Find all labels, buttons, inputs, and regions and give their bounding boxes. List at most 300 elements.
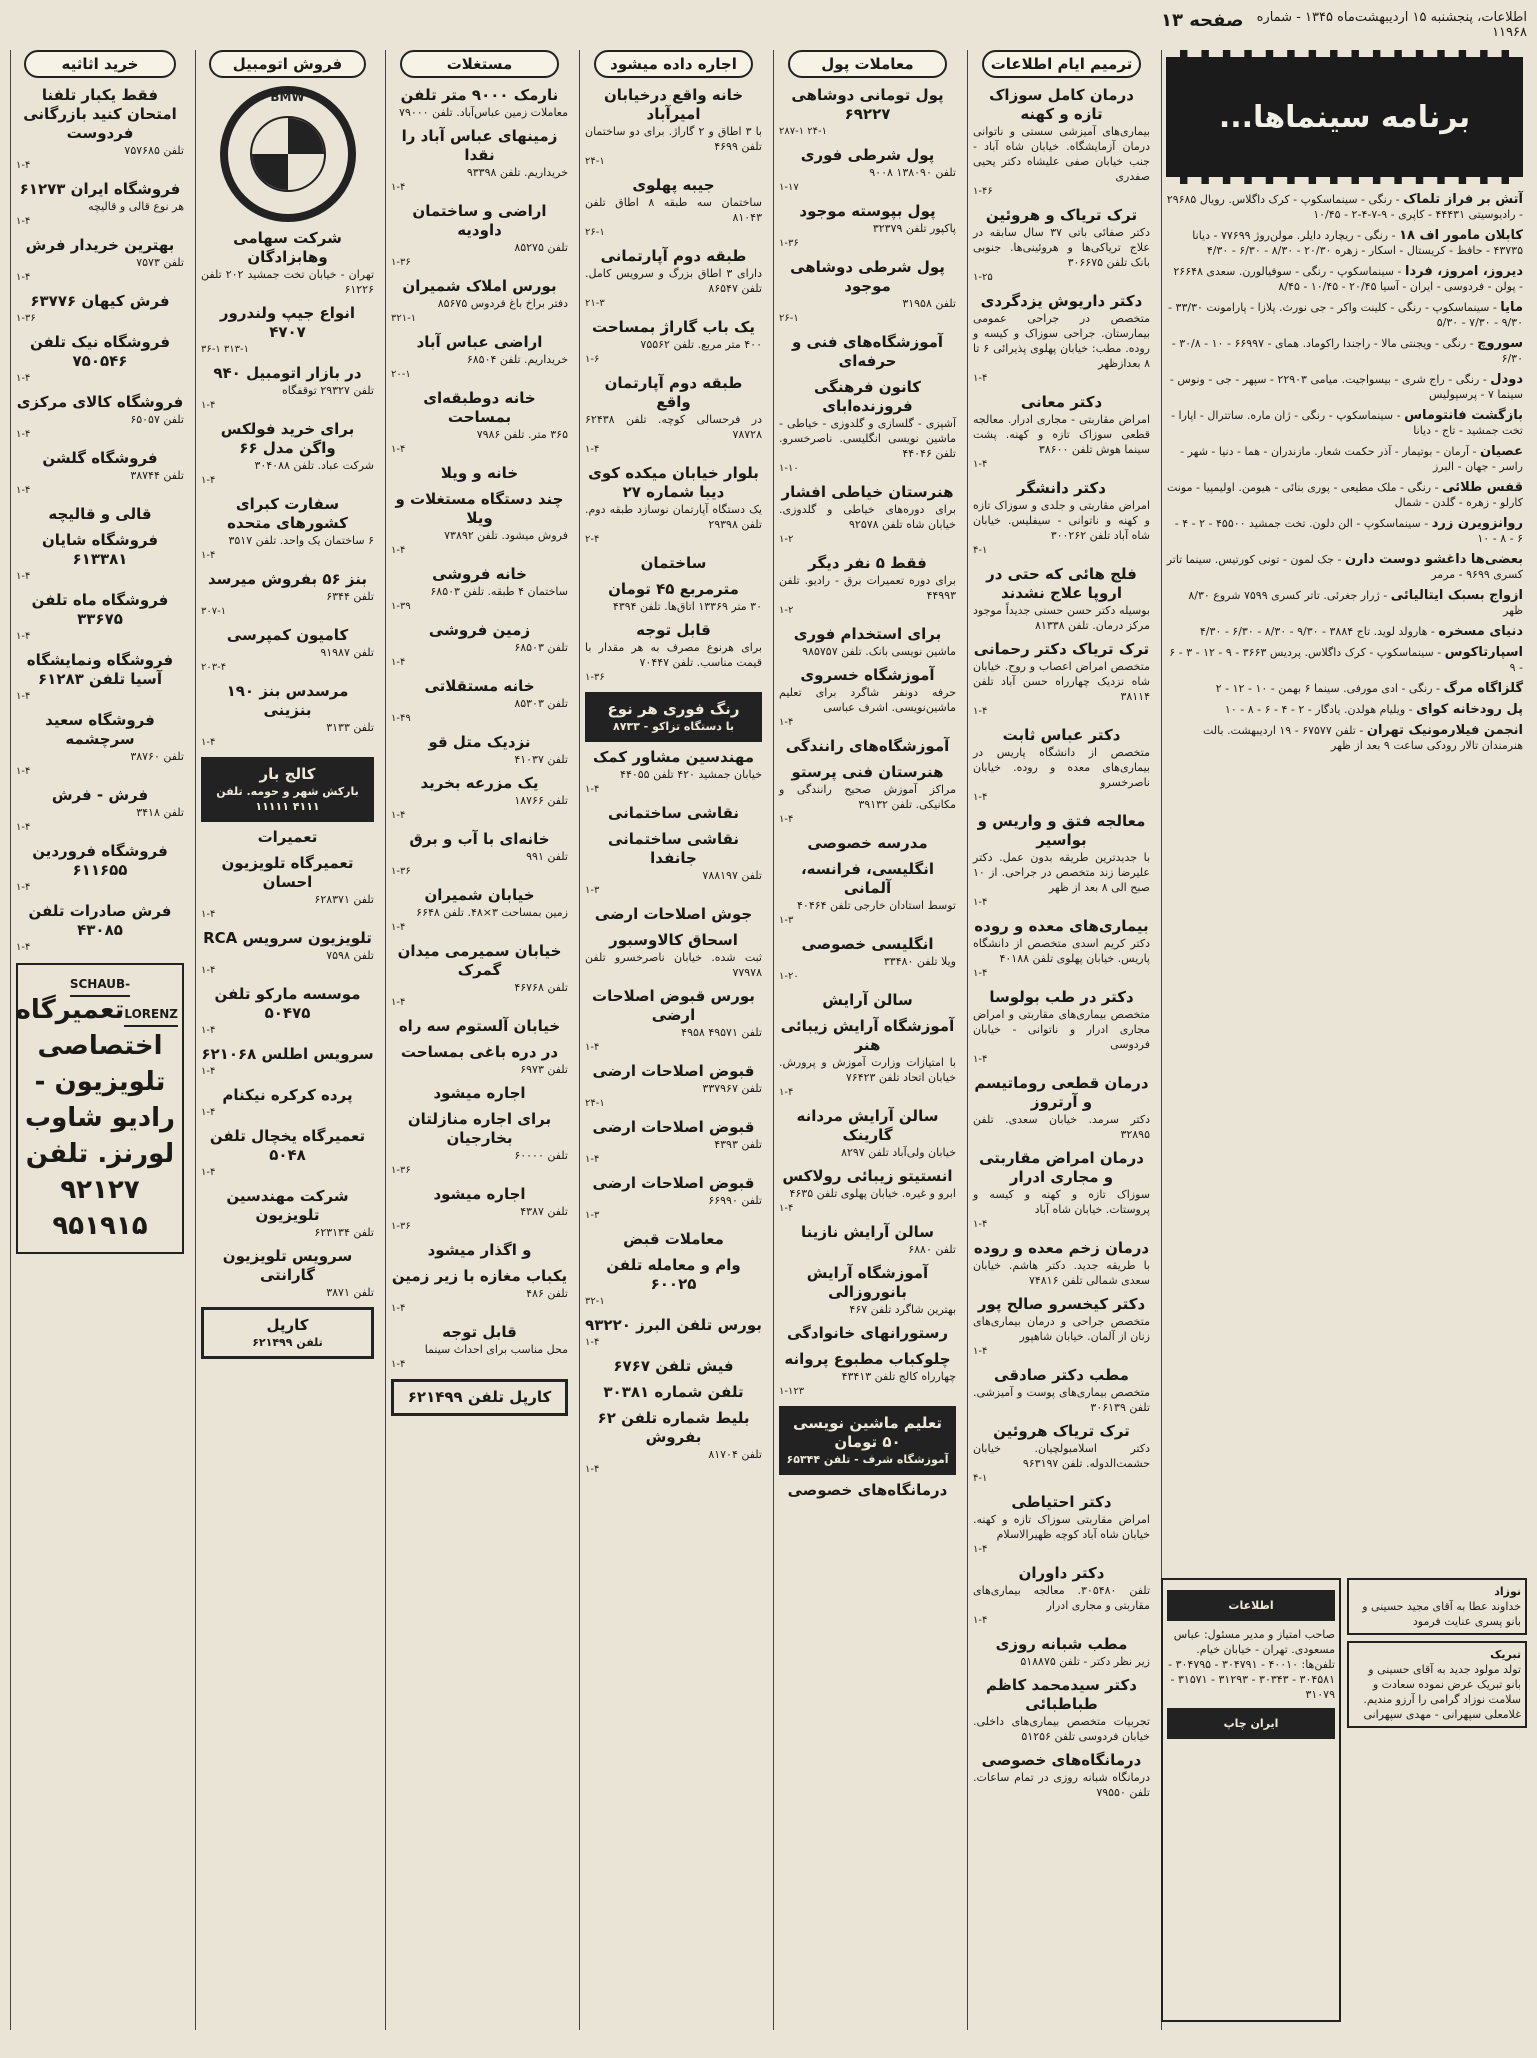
classified-ad [16,86,184,173]
classified-ad [585,1118,762,1167]
ad-title: فروشگاه سعید سرچشمه [45,711,155,748]
classified-ad [16,292,184,326]
cinema-details: ویلیام هولدن. یادگار - ۲ - ۴ - ۶ - ۸ - ۱۰ [1224,703,1406,716]
ad-title: آموزشگاه‌های فنی و حرفه‌ای [791,333,944,370]
ad-body: تلفن ۶۸۸۰ [908,1243,956,1256]
ad-ref-code: ۱-۴ [973,706,988,717]
ad-title: برای اجاره منازلتان بخارجیان [407,1110,552,1147]
ad-ref-code: ۱-۴ [16,822,31,833]
classified-ad [201,682,374,750]
classified-ad [973,1564,1150,1628]
ad-body: تلفن ۸۵۳۰۳ [514,697,568,710]
ad-body: خیابان جمشید ۴۲۰ تلفن ۴۴۰۵۵ [620,768,762,781]
cinema-title: انجمن فیلارمونیک تهران [1366,723,1523,738]
cinema-details: تلفن ۶۷۵۷۷ - ۱۹ اردیبهشت. بالت هنرمندان تالار رودکی ساعت ۹ بعد از ظهر [1203,724,1523,752]
column-heading: ترمیم ایام اطلاعات [982,50,1142,78]
classified-ad [201,985,374,1038]
ad-ref-code: ۱-۴ [973,373,988,384]
ad-ref-code: ۱-۳۶ [391,1221,411,1232]
classified-ad [779,1017,956,1100]
classified-ad [585,1230,762,1249]
column-heading: خرید اثاثیه [24,50,176,78]
ad-ref-code: ۲۸۷-۱ ۲۴-۱ [779,126,827,137]
ad-body: تجربیات متخصص بیماری‌های داخلی. خیابان فردوسی تلفن ۵۱۲۵۶ [973,1715,1150,1743]
ad-title: نارمک ۹۰۰۰ متر تلفن [400,86,559,104]
cinema-title: آتش بر فراز تلماک [1403,192,1523,207]
ad-body: تلفن ۶۶۹۹۰ [708,1194,762,1207]
ad-ref-code: ۱-۴ [16,485,31,496]
ad-ref-code: ۱-۲ [779,605,794,616]
ad-ref-code: ۱-۲۰ [779,971,799,982]
ad-ref-code: ۱-۴ [973,1219,988,1230]
ad-title: انگلیسی خصوصی [801,935,934,953]
ad-body: تهران - خیابان تخت جمشید ۲۰۲ تلفن ۶۱۲۲۶ [201,268,375,296]
column-heading: مستغلات [400,50,560,78]
ad-title: رستورانهای خانوادگی [786,1324,949,1342]
ad-title: بلیط شماره تلفن ۶۲ بفروش [597,1409,750,1446]
cinema-listing: کابلان مامور اف ۱۸ - رنگی - ریچارد دایلر. مولن‌روژ ۷۷۶۹۹ - دیانا ۴۳۷۳۵ - حافظ - کریستال - اسکار - زهره ۲۰/۳۰ - ۸/۳۰ - ۶/۳۰ - ۴/۳۰ [1192,228,1523,257]
ad-body: ۳۰ متر ۱۳۳۶۹ اتاق‌ها. تلفن ۴۳۹۴ [612,600,762,613]
classified-ad [391,774,568,823]
ad-title: آموزشگاه خسروی [800,666,935,684]
ad-body: پاکپور تلفن ۳۲۳۷۹ [872,222,956,235]
ad-title: سرویس تلویزیون گارانتی [222,1247,353,1284]
classified-ad [973,726,1150,805]
ad-title: خانه‌ای با آب و برق [409,830,550,848]
ad-ref-code: ۱-۴ [973,459,988,470]
cinema-listing: ازواج بسبک ایتالیائی - ژرار جغرئی. تاتر کسری ۷۵۹۹ شروع ۸/۳۰ ظهر [1188,588,1523,617]
ad-body: هر نوع قالی و قالیچه [88,200,184,213]
ad-title: مطب دکتر صادقی [994,1366,1129,1384]
ad-title: فروشگاه ایران ۶۱۲۷۳ [19,180,181,198]
ad-body: تلفن ۲۹۳۲۷ توقفگاه [282,384,374,397]
ad-body: تلفن ۸۱۷۰۴ [708,1448,762,1461]
ad-body: ۴۰۰ متر مربع. تلفن ۷۵۵۶۲ [640,338,762,351]
ad-body: با طریقه جدید. دکتر هاشم. خیابان سعدی شمالی تلفن ۷۴۸۱۶ [973,1259,1150,1287]
ad-title: چلوکباب مطبوع پروانه [784,1350,951,1368]
cinema-details: سینماسکوپ - الن دلون. تخت جمشید ۴۵۵۰۰ - ۲ - ۴ - ۶ - ۸ - ۱۰ [1174,517,1523,545]
ad-title: خانه فروشی [432,565,527,583]
ad-body: تلفن ۷۵۷۳ [136,256,184,269]
ad-ref-code: ۲۱-۳ [585,298,605,309]
ad-body: ماشین نویسی بانک. تلفن ۹۸۵۷۵۷ [802,645,956,658]
ad-title: ساختمان [640,554,707,572]
ad-ref-code: ۱-۳ [779,915,794,926]
ad-title: موسسه مارکو تلفن ۵۰۴۷۵ [214,985,361,1022]
classified-ad [779,202,956,251]
ad-body: تلفن ۱۸۷۶۶ [514,794,568,807]
ad-body: ابرو و غیره. خیابان پهلوی تلفن ۴۶۳۵ [789,1187,956,1200]
classified-ad [779,625,956,659]
classified-ad [779,1107,956,1160]
classified-ad [585,176,762,240]
ad-ref-code: ۱-۴ [973,792,988,803]
ad-body: شرکت عباد. تلفن ۳۰۴۰۸۸ [254,459,374,472]
ad-body: تلفن ۳۱۳۳ [326,721,374,734]
ad-ref-code: ۱-۴۹ [391,713,411,724]
ad-title: یک باب گاراژ بمساحت [591,318,756,336]
classified-ad [779,146,956,195]
ad-title: مهندسین مشاور کمک [592,748,755,766]
ad-ref-code: ۳۶-۱ ۳۱۳-۱ [201,344,249,355]
cinema-title: بازگشت فانتوماس [1404,408,1523,423]
classified-ad [16,963,184,1254]
ad-ref-code: ۱-۴ [16,160,31,171]
ad-ref-code: ۲-۴ [585,534,600,545]
classified-ad [779,1481,956,1500]
ad-title: آموزشگاه‌های رانندگی [785,737,950,755]
classified-ad [585,374,762,457]
classified-ad [585,1256,762,1309]
cinema-title: دنیای مسخره [1438,624,1523,639]
ad-body: چهارراه کالج تلفن ۴۳۴۱۳ [841,1370,956,1383]
ad-ref-code: ۱-۱۲۳ [779,1386,805,1397]
classified-ad [585,692,762,742]
classified-ad [973,565,1150,633]
classified-ad [16,333,184,386]
ad-title: معالجه فتق و واریس و بواسیر [977,812,1146,849]
classified-ad [201,1187,374,1240]
classified-ad [585,804,762,823]
ad-body: تلفن ۹۱۹۸۷ [320,646,374,659]
ad-ref-code: ۱-۴ [391,182,406,193]
ad-body: ساختمان سه طبقه ۸ اطاق تلفن ۸۱۰۴۳ [585,196,762,224]
ad-title: جوش اصلاحات ارضی [594,905,753,923]
classified-ad [973,206,1150,285]
classified-ad [16,236,184,285]
ad-body: تلفن ۶۵۰۵۷ [130,413,184,426]
ad-title: شرکت مهندسین تلویزیون [226,1187,349,1224]
ad-title: دکتر داوران [1018,1564,1105,1582]
classified-ad [201,1307,374,1359]
ad-title: کارپل [266,1316,309,1334]
ad-title: فروشگاه ماه تلفن ۳۳۶۷۵ [31,591,169,628]
ad-title: ترک تریاک دکتر رحمانی [973,640,1150,658]
classified-ad [973,1239,1150,1288]
bottom-section [1161,1572,1527,2022]
ad-title: دکتر احتیاطی [1011,1493,1112,1511]
classified-ad [391,830,568,879]
ad-ref-code: ۲۴-۱ [585,1098,605,1109]
ad-body: تلفن ۹۹۱ [526,850,568,863]
classified-ad [973,988,1150,1067]
newborn-title: نوزاد [1494,1585,1521,1598]
ad-body: ۳۶۵ متر. تلفن ۷۹۸۶ [476,428,568,441]
congrats-body: تولد مولود جدید به آقای حسینی و بانو تبریک عرض نموده سعادت و سلامت نوزاد گرامی را آرزو مندیم. غلامعلی سپهرانی - مهدی سپهرانی [1363,1663,1521,1721]
cinema-list [1166,192,1523,753]
classified-ad [779,860,956,928]
ad-ref-code: ۱-۴ [779,1087,794,1098]
ad-title: شرکت سهامی وهابزادگان [233,229,342,266]
ad-ref-code: ۱-۴ [973,1544,988,1555]
ad-title: درمان امراض مقاربتی و مجاری ادرار [979,1149,1144,1186]
ad-ref-code: ۱-۴ [16,882,31,893]
classified-ad [585,1409,762,1477]
ad-body: زمین بمساحت ۳×۴۸. تلفن ۶۶۴۸ [416,906,568,919]
ad-body: متخصص جراحی و درمان بیماری‌های زنان از آلمان. خیابان شاهپور [973,1315,1150,1343]
ad-title: فروشگاه شایان ۶۱۳۳۸۱ [41,531,159,568]
ad-title: پول تومانی دوشاهی ۶۹۲۲۷ [791,86,944,123]
ad-ref-code: ۱-۴ [779,1203,794,1214]
classified-ad [779,554,956,618]
classified-ad [391,333,568,382]
classified-ad [779,834,956,853]
ad-ref-code: ۱-۴ [973,1615,988,1626]
classified-ad [779,1167,956,1216]
classified-ad [585,1383,762,1402]
classified-ad [391,677,568,726]
classified-ad [16,505,184,524]
ad-body: دکتر کریم اسدی متخصص از دانشگاه پاریس. خیابان پهلوی تلفن ۴۰۱۸۸ [973,937,1150,965]
column-heading: معاملات پول [788,50,948,78]
classified-ad [973,393,1150,472]
classified-ad [391,942,568,1010]
ad-ref-code: ۱-۴ [973,1054,988,1065]
ad-title: اجاره میشود [433,1185,526,1203]
ad-title: مترمربع ۴۵ تومان [608,580,739,598]
ad-body: ساختمان ۴ طبقه. تلفن ۶۸۵۰۳ [430,585,568,598]
classified-ad [16,591,184,644]
ad-ref-code: ۴-۱ [973,545,988,556]
ad-body: تلفن ۳۱۹۵۸ [902,297,956,310]
classified-ad [391,1185,568,1234]
cinema-title: سوروچ [1477,336,1523,351]
page-number: صفحه ۱۳ [1161,10,1244,31]
classified-ad [973,1074,1150,1142]
cinema-details: رنگی - سینماسکوپ - کرک داگلاس. رویال ۲۹۶۸۵ - رادیوسیتی ۴۴۴۳۱ - کاپری - ۹-۷-۴-۲ - ۱۰/۴۵ [1166,193,1523,221]
ad-title: خانه و ویلا [440,464,519,482]
cinema-listing: عصیان - آرمان - بوتیمار - آذر حکمت شعار. مازندران - هما - دنیا - شهر - راسر - جهان - البرز [1180,444,1523,473]
ad-body: متخصص بیماری‌های پوست و آمیزشی. تلفن ۳۰۶۱۳۹ [973,1386,1150,1414]
ad-title: فروشگاه فروردین ۶۱۱۶۵۵ [32,842,168,879]
cinema-title: اسپارتاکوس [1444,645,1523,660]
ad-ref-code: ۱-۴ [585,1154,600,1165]
ad-ref-code: ۳۲-۱ [585,1296,605,1307]
ad-title: دکتر معانی [1020,393,1103,411]
cinema-listing: سوروچ - رنگی - ویجنتی مالا - راجندا راکوماد. همای - ۶۶۹۹۷ - ۱۰ - ۳۰/۸ - ۶/۳۰ [1171,336,1523,365]
classified-ad [779,1350,956,1399]
ad-title: قالی و قالیچه [48,505,152,523]
ad-ref-code: ۱-۴ [585,1337,600,1348]
ad-title: خانه واقع درخیابان امیرآباد [603,86,744,123]
publisher-box [1161,1578,1341,2022]
cinema-banner: برنامه سینماها... [1166,50,1523,184]
ad-body: تلفن ۶۸۵۰۳ [514,641,568,654]
classified-ad [585,987,762,1055]
cinema-listing: دودل - رنگی - راج شری - بیسواجیت. میامی ۲۲۹۰۳ - سپهر - جی - ونوس - سینما ۷ - پرسپولیس [1169,372,1523,401]
classified-ad [16,842,184,895]
cinema-listing: روانزویرن زرد - سینماسکوپ - الن دلون. تخت جمشید ۴۵۵۰۰ - ۲ - ۴ - ۶ - ۸ - ۱۰ [1174,516,1523,545]
ad-body: تلفن ۶۰۰۰۰ [514,1149,568,1162]
ad-ref-code: ۱-۴ [391,1303,406,1314]
ad-body: آشپزی - گلسازی و گلدوزی - خیاطی - ماشین نویسی انگلیسی. ناصرخسرو. تلفن ۴۴۰۴۶ [779,417,956,460]
ad-title: پرده کرکره نیکنام [222,1086,353,1104]
classified-ad [585,318,762,367]
bmw-logo-text: BMW [270,90,305,104]
classified-ad [585,554,762,573]
ad-ref-code: ۱-۴ [201,909,216,920]
ad-body: ثبت شده. خیابان ناصرخسرو تلفن ۷۷۹۷۸ [585,951,762,979]
ad-body: بهترین شاگرد تلفن ۴۶۷ [849,1303,956,1316]
cinema-listing: مایا - سینماسکوپ - رنگی - کلینت واکر - جی نورث. پلازا - پارامونت ۳۳/۳۰ - ۹/۳۰ - ۷/۳۰ - ۵/۳۰ [1168,300,1523,329]
classified-ad [201,229,374,297]
ad-title: کالج بار [259,765,316,783]
cinema-listing: قفس طلائی - رنگی - ملک مطیعی - پوری بنائی - هیومن. اولیمپیا - مونت کارلو - زهره - گلدن - شمال [1167,480,1523,509]
classified-ad [391,733,568,767]
classified-ad [973,292,1150,386]
ad-body: تلفن ۸۵۲۷۵ [514,241,568,254]
ad-ref-code: ۱-۳۶ [391,1165,411,1176]
classified-ad [391,86,568,120]
cinema-details: رنگی - راج شری - بیسواجیت. میامی ۲۲۹۰۳ - سپهر - جی - ونوس - سینما ۷ - پرسپولیس [1169,373,1523,401]
classified-ad [585,905,762,924]
ad-ref-code: ۱-۴ [201,1167,216,1178]
ad-body: تلفن ۴۶۷۶۸ [514,981,568,994]
ad-ref-code: ۱-۴ [16,373,31,384]
ad-ref-code: ۱-۴ [201,737,216,748]
classified-ad [585,830,762,898]
ad-ref-code: ۱-۴ [201,475,216,486]
ad-ref-code: ۱-۴ [391,1359,406,1370]
classified-ad [201,86,374,222]
ad-ref-code: ۱-۴ [585,1464,600,1475]
ad-title: هنرستان فنی پرستو [791,763,944,781]
ad-title: تعلیم ماشین نویسی ۵۰ تومان [793,1414,942,1451]
ad-title: سرویس اطلس ۶۲۱۰۶۸ [201,1045,374,1063]
ad-body: دکتر اسلامبولچیان. خیابان حشمت‌الدوله. تلفن ۹۶۳۱۹۷ [973,1442,1150,1470]
cinema-details: ژرار جغرئی. تاتر کسری ۷۵۹۹ شروع ۸/۳۰ ظهر [1188,589,1523,617]
ad-column-c3 [579,50,767,2030]
ad-title: یک مزرعه بخرید [420,774,539,792]
classified-ad [201,757,374,822]
ad-title: مرسدس بنز ۱۹۰ بنزینی [226,682,349,719]
classified-ad [16,786,184,835]
ad-title: دکتر دانشگر [1017,479,1106,497]
ad-column-c1 [967,50,1155,2030]
ad-body: تلفن ۴۳۸۷ [520,1205,568,1218]
ad-title: انستیتو زیبائی رولاکس [782,1167,953,1185]
classified-ad [973,640,1150,719]
ad-title: بنز ۵۶ بفروش میرسد [207,570,367,588]
ad-title: ترک تریاک و هروئین [985,206,1138,224]
ad-title: تعمیرگاه تلویزیون احسان [221,854,354,891]
ad-ref-code: ۲۰-۱ [391,369,411,380]
ad-ref-code: ۱-۴ [973,897,988,908]
ad-ref-code: ۱-۴ [585,444,600,455]
classified-ad [391,1241,568,1260]
ad-title: فروشگاه گلشن [42,449,158,467]
ad-ref-code: ۱-۴ [16,942,31,953]
ad-title: در بازار اتومبیل ۹۴۰ [213,364,362,382]
ad-title: دکتر عباس ثابت [1002,726,1121,744]
classified-ad [391,464,568,483]
ad-ref-code: ۱-۲۵ [973,272,993,283]
ad-ref-code: ۱-۴ [16,571,31,582]
ad-title: بورس قبوض اصلاحات ارضی [592,987,755,1024]
ad-ref-code: ۱-۴ [16,272,31,283]
ad-body: تلفن ۶۹۷۳ [520,1063,568,1076]
ad-body: بوسیله دکتر حسن حسنی جدیداً موجود مرکز درمان. تلفن ۸۱۳۳۸ [973,604,1150,632]
cinema-details: سینماسکوپ - رنگی - سوفیالورن. سعدی ۲۶۶۴۸ - پولن - فردوسی - ایران - آسیا ۲۰/۴۵ - ۱۰/۴۵ - ۸/۴۵ [1173,265,1523,293]
ad-ref-code: ۱-۴ [201,400,216,411]
ad-title: زمین فروشی [428,621,531,639]
ad-body: تلفن ۶۲۸۳۷۱ [314,893,374,906]
ad-column-c6 [10,50,189,2030]
ad-title: اجاره میشود [433,1084,526,1102]
ad-ref-code: ۱-۴ [391,997,406,1008]
ad-body: تلفن ۴۸۶ [526,1287,568,1300]
ad-title: فرش - فرش [51,786,149,804]
ad-ref-code: ۲۰۳-۴ [201,662,227,673]
cinema-details: سینماسکوپ - رنگی - کلینت واکر - جی نورث. پلازا - پارامونت ۳۳/۳۰ - ۹/۳۰ - ۷/۳۰ - ۵/۳۰ [1168,301,1523,329]
classified-ad [201,854,374,922]
ad-title: درمان کامل سوزاک تازه و کهنه [989,86,1134,123]
ad-title: کامیون کمپرسی [226,626,349,644]
classified-ad [779,935,956,984]
congrats-box [1347,1641,1527,1728]
ad-body: ویلا تلفن ۳۳۴۸۰ [883,955,956,968]
ad-ref-code: ۱-۴ [391,810,406,821]
ad-title: دکتر سیدمحمد کاظم طباطبائی [986,1676,1137,1713]
column-heading: اجاره داده میشود [594,50,754,78]
ad-body: تلفن ۷۵۹۸ [326,949,374,962]
ad-title: معاملات قبض [623,1230,724,1248]
classified-ad [391,1323,568,1372]
ad-ref-code: ۱-۳ [585,1210,600,1221]
ad-ref-code: ۱-۴ [201,1066,216,1077]
classified-ad [585,580,762,614]
ad-title: فیش تلفن ۶۷۶۷ [613,1357,734,1375]
publisher-body: صاحب امتیاز و مدیر مسئول: عباس مسعودی. تهران - خیابان خیام. تلفن‌ها: ۴۰۰۱۰ - ۳۰۴۷۹۱ - ۳۰۴۷۹۵ - ۳۰۴۵۸۱ - ۳۰۳۴۳ - ۳۱۲۹۳ - ۳۱۵۷۱ - ۳۱۰۷۹ [1168,1628,1335,1701]
classified-ad [585,464,762,547]
cinema-title: کابلان مامور اف ۱۸ [1399,228,1523,243]
ad-title: هنرستان خیاطی افشار [781,483,954,501]
ad-ref-code: ۱-۴ [391,545,406,556]
ad-title: فلج هائی که حتی در اروپا علاج نشدند [986,565,1137,602]
classified-ad [973,1493,1150,1557]
ad-ref-code: ۱-۴ [201,550,216,561]
classified-ad [585,86,762,169]
ad-ref-code: ۱-۱۷ [779,182,799,193]
ad-body: امراض مقاربتی - مجاری ادرار. معالجه قطعی سوزاک تازه و کهنه. پشت سینما هوش تلفن ۳۸۶۰۰ [973,413,1150,456]
cinema-details: سینماسکوپ - کرک داگلاس. پردیس ۳۶۶۳ - ۹ - ۱۲ - ۳ - ۶ - ۹ [1169,646,1523,674]
classified-ad [391,565,568,614]
cinema-title: عصیان [1480,444,1523,459]
ad-body: برای هرنوع مصرف به هر مقدار با قیمت مناسب. تلفن ۷۰۴۴۷ [585,641,762,669]
ad-body: معاملات زمین عباس‌آباد. تلفن ۷۹۰۰۰ [399,106,568,119]
ad-title: کانون فرهنگی فروزنده‌ابای [814,378,921,415]
classified-ad [585,931,762,980]
ad-title: بهترین خریدار فرش [25,236,175,254]
ad-title: چند دستگاه مستغلات و ویلا [395,490,564,527]
cinema-title: دیروز، امروز، فردا [1404,264,1523,279]
cinema-listing: آتش بر فراز تلماک - رنگی - سینماسکوپ - کرک داگلاس. رویال ۲۹۶۸۵ - رادیوسیتی ۴۴۴۳۱ - کاپری - ۹-۷-۴-۲ - ۱۰/۴۵ [1166,192,1523,221]
classified-ad [973,86,1150,199]
cinema-listing: گلزاگاه مرگ - رنگی - ادی مورفی. سینما ۶ بهمن - ۱۰ - ۱۲ - ۲ [1215,681,1523,696]
ad-body: متخصص از دانشگاه پاریس در بیماری‌های معده و روده. خیابان ناصرخسرو [973,746,1150,789]
ad-title: فقط ۵ نفر دیگر [808,554,927,572]
cinema-listing: بازگشت فانتوماس - سینماسکوپ - رنگی - ژان ماره. ساتترال - اپارا - تخت جمشید - تاج - دیانا [1171,408,1523,437]
classified-ad [973,1635,1150,1669]
ad-title: نزدیک متل قو [428,733,531,751]
ad-column-c2 [773,50,961,2030]
cinema-title: دودل [1490,372,1523,387]
ad-title: برای خرید فولکس واگن مدل ۶۶ [220,420,355,457]
classified-ad [391,621,568,670]
ad-title: سالن آرایش [822,991,913,1009]
ad-body: تلفن ۳۳۷۹۶۷ [702,1082,762,1095]
ad-title: آموزشگاه آرایش بانوروزالی [806,1264,929,1301]
